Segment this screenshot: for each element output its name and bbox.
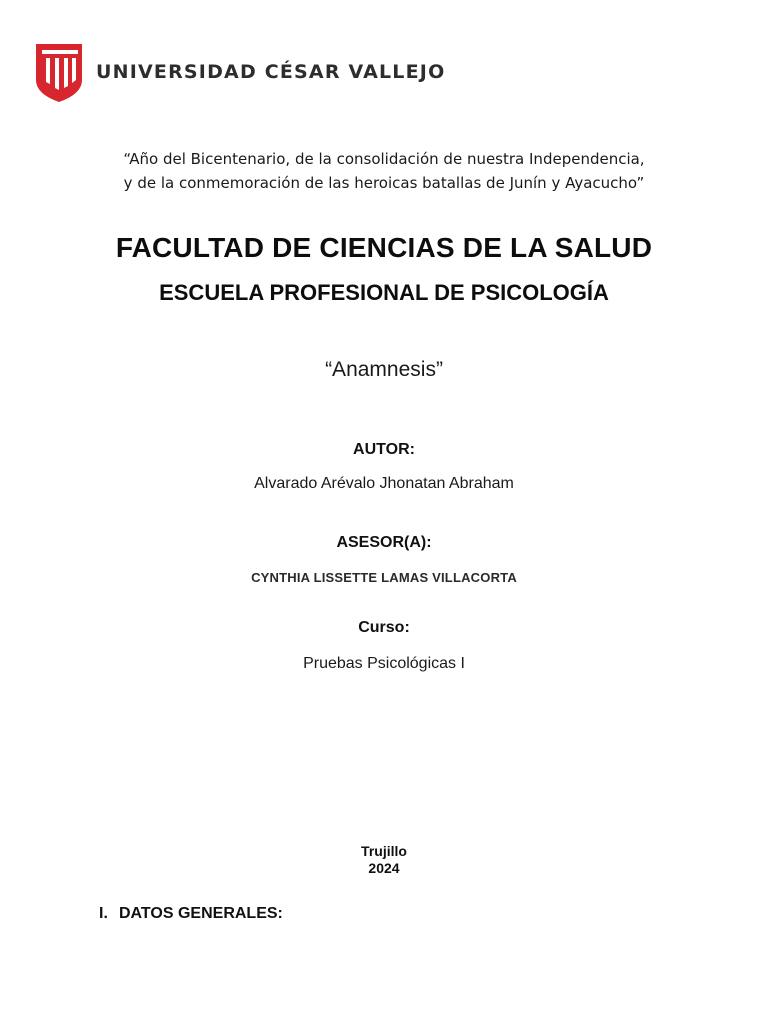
section-title: DATOS GENERALES: — [119, 905, 283, 922]
university-name: UNIVERSIDAD CÉSAR VALLEJO — [96, 61, 446, 83]
motto-line-2: y de la conmemoración de las heroicas batallas de Junín y Ayacucho” — [123, 174, 645, 192]
section-heading — [99, 905, 283, 923]
author-name: Alvarado Arévalo Jhonatan Abraham — [254, 475, 514, 492]
document-title: “Anamnesis” — [325, 358, 443, 381]
advisor-label: ASESOR(A): — [336, 534, 432, 551]
course-name: Pruebas Psicológicas I — [303, 655, 465, 672]
author-label: AUTOR: — [353, 441, 415, 458]
course-label: Curso: — [358, 619, 410, 636]
faculty-title: FACULTAD DE CIENCIAS DE LA SALUD — [115, 232, 653, 263]
ucv-shield-logo-icon — [34, 40, 84, 104]
advisor-name: CYNTHIA LISSETTE LAMAS VILLACORTA — [251, 570, 517, 585]
university-logo — [34, 40, 446, 104]
city: Trujillo — [361, 843, 407, 859]
year: 2024 — [368, 860, 400, 876]
school-title: ESCUELA PROFESIONAL DE PSICOLOGÍA — [159, 280, 609, 305]
section-number: I. — [99, 905, 108, 922]
motto-line-1: “Año del Bicentenario, de la consolidación de nuestra Independencia, — [123, 150, 645, 168]
